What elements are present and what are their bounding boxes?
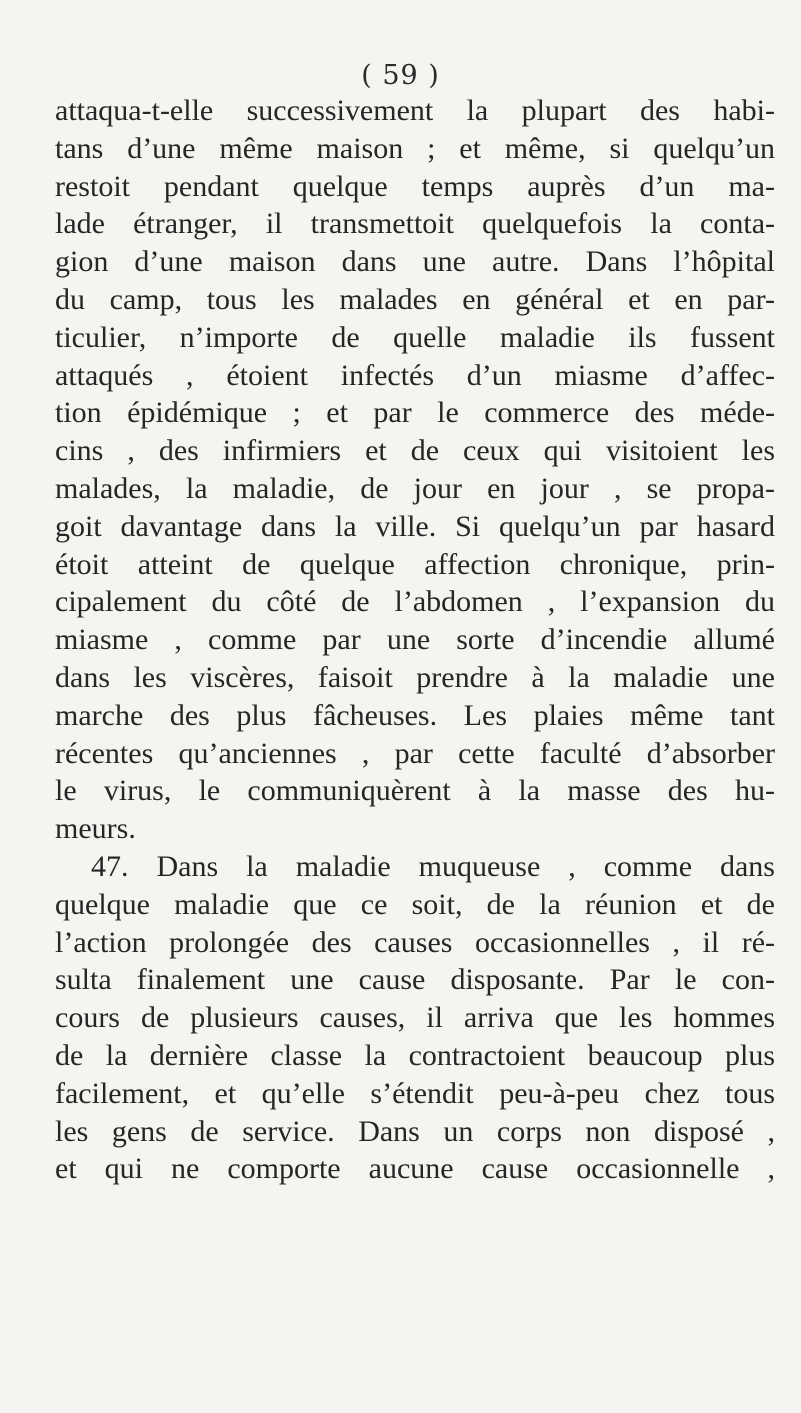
text-line: attaqués , étoient infectés d’un miasme d’affec-: [55, 358, 775, 392]
text-line-paragraph-start: 47. Dans la maladie muqueuse , comme dans: [91, 849, 775, 883]
text-line: sulta finalement une cause disposante. Par le con-: [55, 963, 775, 997]
body-text: [55, 92, 775, 1188]
text-line: l’action prolongée des causes occasionnelles , il ré-: [55, 925, 775, 959]
text-line: goit davantage dans la ville. Si quelqu’un par hasard: [55, 509, 775, 543]
text-line: cipalement du côté de l’abdomen , l’expansion du: [55, 585, 775, 619]
text-line: restoit pendant quelque temps auprès d’un ma-: [55, 169, 775, 203]
text-line-paragraph-end: meurs.: [55, 812, 136, 846]
text-line: le virus, le communiquèrent à la masse des hu-: [55, 774, 775, 808]
text-line: quelque maladie que ce soit, de la réunion et de: [55, 887, 775, 921]
text-line: facilement, et qu’elle s’étendit peu-à-peu chez tous: [55, 1076, 775, 1110]
text-line: et qui ne comporte aucune cause occasionnelle ,: [55, 1152, 775, 1186]
text-line: ticulier, n’importe de quelle maladie ils fussent: [55, 320, 775, 354]
text-line: récentes qu’anciennes , par cette faculté d’absorber: [55, 736, 775, 770]
text-line: malades, la maladie, de jour en jour , se propa-: [55, 471, 775, 505]
text-line: les gens de service. Dans un corps non disposé ,: [55, 1114, 775, 1148]
text-line: tans d’une même maison ; et même, si quelqu’un: [55, 131, 775, 165]
text-line: miasme , comme par une sorte d’incendie allumé: [55, 623, 775, 657]
text-line: gion d’une maison dans une autre. Dans l’hôpital: [55, 245, 775, 279]
page-number: ( 59 ): [361, 60, 440, 91]
text-line: étoit atteint de quelque affection chronique, prin-: [55, 547, 775, 581]
text-line: cours de plusieurs causes, il arriva que les hommes: [55, 1001, 775, 1035]
text-line: tion épidémique ; et par le commerce des méde-: [55, 396, 775, 430]
text-line: du camp, tous les malades en général et en par-: [55, 282, 775, 316]
text-line: de la dernière classe la contractoient beaucoup plus: [55, 1038, 775, 1072]
text-line: cins , des infirmiers et de ceux qui visitoient les: [55, 434, 775, 468]
text-line: marche des plus fâcheuses. Les plaies même tant: [55, 698, 775, 732]
text-line: attaqua-t-elle successivement la plupart des habi-: [55, 94, 775, 127]
text-line: lade étranger, il transmettoit quelquefois la conta-: [55, 207, 775, 241]
text-line: dans les viscères, faisoit prendre à la maladie une: [55, 660, 775, 694]
